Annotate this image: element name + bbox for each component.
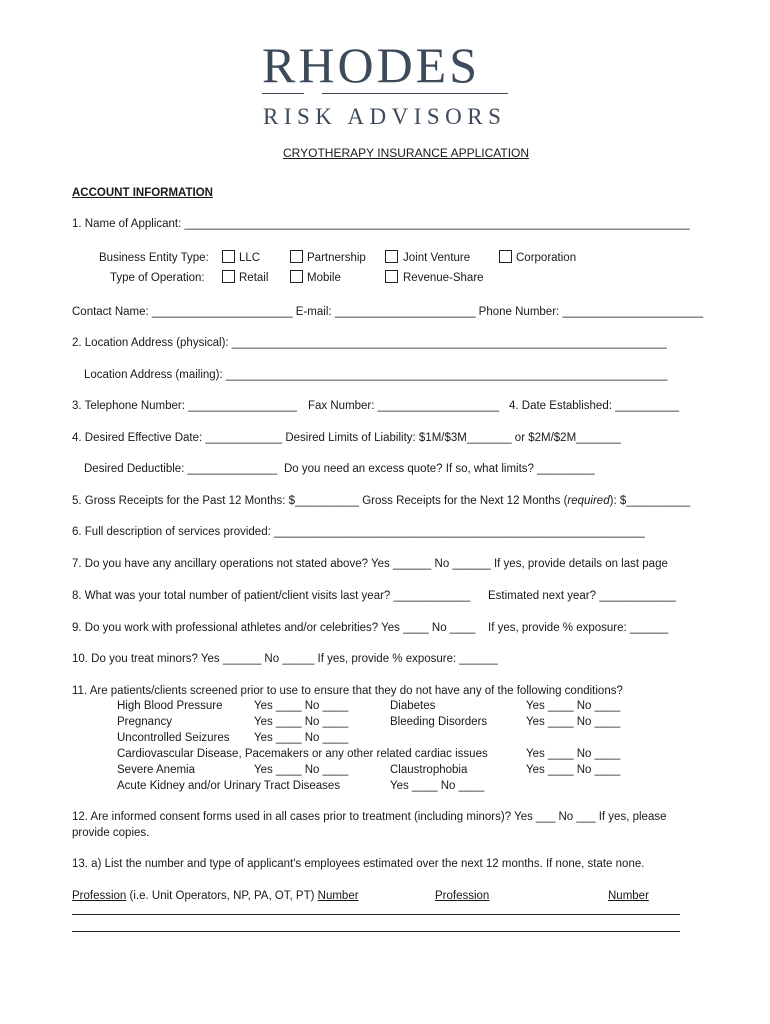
condition-severe-anemia: Severe Anemia	[117, 764, 195, 776]
yes-no-acute-kidney[interactable]: Yes ____ No ____	[390, 780, 485, 792]
condition-bleeding-disorders: Bleeding Disorders	[390, 716, 488, 728]
condition-diabetes: Diabetes	[390, 700, 436, 712]
retail-label: Retail	[239, 272, 269, 284]
contact-info-line[interactable]: Contact Name: ______________________ E-mail: ______________________ Phone Number: ______________________	[72, 306, 704, 318]
q5-text-b: ): $__________	[609, 495, 691, 507]
q3-telephone-number[interactable]: 3. Telephone Number: _________________	[72, 400, 297, 412]
header-number: Number	[317, 890, 359, 902]
logo-rhodes: RHODES	[262, 37, 481, 93]
table-header-left	[72, 889, 359, 903]
logo-risk-advisors: RISK ADVISORS	[263, 104, 507, 129]
q12-provide-copies: provide copies.	[72, 827, 150, 839]
yes-no-claustrophobia[interactable]: Yes ____ No ____	[526, 764, 621, 776]
q1-name-of-applicant[interactable]: 1. Name of Applicant: _______________________________________________________________________________	[72, 218, 690, 230]
llc-label: LLC	[239, 252, 261, 264]
condition-claustrophobia: Claustrophobia	[390, 764, 468, 776]
llc-checkbox[interactable]	[222, 250, 235, 263]
corporation-checkbox[interactable]	[499, 250, 512, 263]
q8-estimated-next-year[interactable]: Estimated next year? ____________	[488, 590, 676, 602]
q5-text-a: 5. Gross Receipts for the Past 12 Months: $__________ Gross Receipts for the Next 12 Months (	[72, 495, 568, 507]
yes-no-cardiovascular[interactable]: Yes ____ No ____	[526, 748, 621, 760]
type-of-operation-label: Type of Operation:	[110, 272, 205, 284]
q4-date-established[interactable]: 4. Date Established: __________	[509, 400, 680, 412]
header-hint: (i.e. Unit Operators, NP, PA, OT, PT)	[126, 890, 318, 902]
partnership-label: Partnership	[307, 252, 366, 264]
table-row-line-1[interactable]	[72, 914, 680, 915]
desired-deductible[interactable]: Desired Deductible: ______________	[84, 463, 278, 475]
business-entity-type-label: Business Entity Type:	[99, 252, 209, 264]
revenue-share-label: Revenue-Share	[403, 272, 484, 284]
q11-screening-question: 11. Are patients/clients screened prior to use to ensure that they do not have any of the following conditions?	[72, 685, 623, 697]
q5-gross-receipts[interactable]	[72, 494, 690, 508]
q10-treat-minors[interactable]: 10. Do you treat minors? Yes ______ No _____ If yes, provide % exposure: ______	[72, 653, 498, 665]
partnership-checkbox[interactable]	[290, 250, 303, 263]
q2-location-physical[interactable]: 2. Location Address (physical): ____________________________________________________________________	[72, 337, 667, 349]
revenue-share-checkbox[interactable]	[385, 270, 398, 283]
form-title: CRYOTHERAPY INSURANCE APPLICATION	[283, 146, 530, 160]
joint-venture-checkbox[interactable]	[385, 250, 398, 263]
fax-number[interactable]: Fax Number: ___________________	[308, 400, 500, 412]
condition-uncontrolled-seizures: Uncontrolled Seizures	[117, 732, 230, 744]
table-row-line-2[interactable]	[72, 931, 680, 932]
condition-cardiovascular: Cardiovascular Disease, Pacemakers or any other related cardiac issues	[117, 748, 488, 760]
condition-high-blood-pressure: High Blood Pressure	[117, 700, 223, 712]
header-number-2: Number	[608, 890, 649, 902]
section-heading-account-information: ACCOUNT INFORMATION	[72, 187, 213, 199]
yes-no-diabetes[interactable]: Yes ____ No ____	[526, 700, 621, 712]
q7-ancillary-operations[interactable]: 7. Do you have any ancillary operations not stated above? Yes ______ No ______ If yes, provide details on last page	[72, 558, 668, 570]
header-profession-2: Profession	[435, 890, 490, 902]
q12-consent-forms[interactable]: 12. Are informed consent forms used in all cases prior to treatment (including minors)? Yes ___ No ___ If yes, please	[72, 811, 667, 823]
q9-exposure[interactable]: If yes, provide % exposure: ______	[488, 622, 669, 634]
q9-athletes-celebrities[interactable]: 9. Do you work with professional athletes and/or celebrities? Yes ____ No ____	[72, 622, 476, 634]
q2-location-mailing[interactable]: Location Address (mailing): _____________________________________________________________________	[84, 369, 668, 381]
corporation-label: Corporation	[516, 252, 577, 264]
condition-acute-kidney: Acute Kidney and/or Urinary Tract Diseases	[117, 780, 341, 792]
yes-no-severe-anemia[interactable]: Yes ____ No ____	[254, 764, 349, 776]
q6-services-description[interactable]: 6. Full description of services provided: __________________________________________________________	[72, 526, 645, 538]
q13-employees: 13. a) List the number and type of applicant's employees estimated over the next 12 months. If none, state none.	[72, 858, 645, 870]
yes-no-high-blood-pressure[interactable]: Yes ____ No ____	[254, 700, 349, 712]
mobile-checkbox[interactable]	[290, 270, 303, 283]
mobile-label: Mobile	[307, 272, 341, 284]
excess-quote[interactable]: Do you need an excess quote? If so, what limits? _________	[284, 463, 595, 475]
retail-checkbox[interactable]	[222, 270, 235, 283]
q5-required: required	[567, 495, 610, 507]
condition-pregnancy: Pregnancy	[117, 716, 172, 728]
yes-no-seizures[interactable]: Yes ____ No ____	[254, 732, 349, 744]
q8-patient-visits[interactable]: 8. What was your total number of patient/client visits last year? ____________	[72, 590, 471, 602]
logo-rule-right	[322, 93, 508, 94]
joint-venture-label: Joint Venture	[403, 252, 471, 264]
header-profession: Profession	[72, 890, 127, 902]
yes-no-pregnancy[interactable]: Yes ____ No ____	[254, 716, 349, 728]
q4-desired-effective-date[interactable]: 4. Desired Effective Date: ____________ Desired Limits of Liability: $1M/$3M_______ or $2M/$2M_______	[72, 432, 621, 444]
yes-no-bleeding-disorders[interactable]: Yes ____ No ____	[526, 716, 621, 728]
logo-rule-left	[262, 93, 304, 94]
